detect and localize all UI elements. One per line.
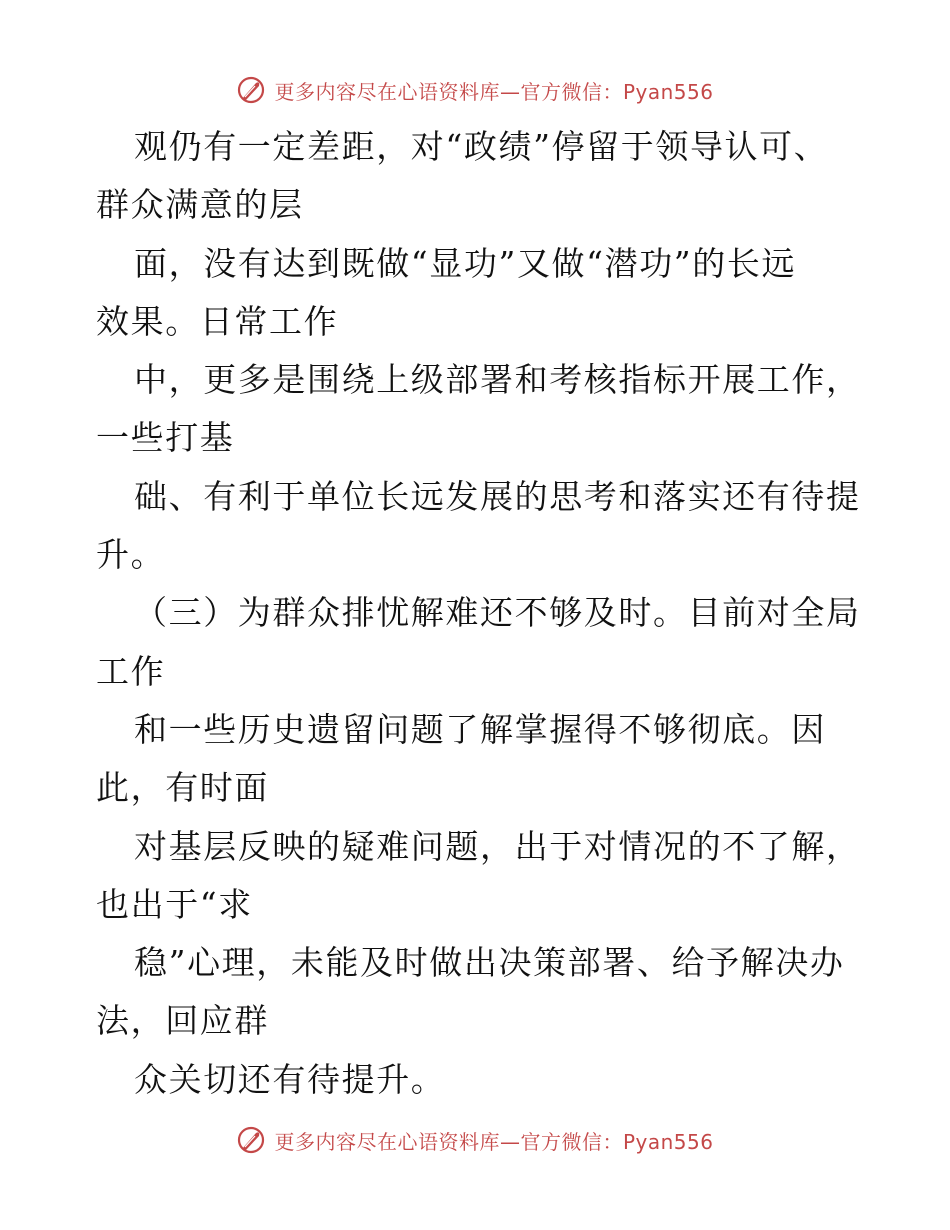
document-body [96,118,866,1109]
document-line: 升。 [96,535,166,575]
document-line: 观仍有一定差距，对“政绩”停留于领导认可、 [134,127,829,166]
document-line: 群众满意的层 [96,185,304,225]
document-line: 法，回应群 [96,1001,269,1041]
header-watermark-banner [0,70,950,110]
document-line: 效果。日常工作 [96,301,339,341]
footer-watermark-banner [0,1120,950,1160]
document-line: 稳”心理，未能及时做出决策部署、给予解决办 [134,943,845,983]
document-line: 众关切还有待提升。 [134,1059,446,1099]
quill-circle-logo-icon [236,75,266,105]
document-line: 工作 [96,651,166,691]
document-line: 此，有时面 [96,768,269,808]
document-line: 一些打基 [96,418,235,458]
document-line: 对基层反映的疑难问题，出于对情况的不了解， [134,826,861,866]
document-line: 面，没有达到既做“显功”又做“潜功”的长远 [134,243,797,283]
footer-banner-text: 更多内容尽在心语资料库—官方微信：Pyan556 [274,1129,714,1154]
document-line: 中，更多是围绕上级部署和考核指标开展工作， [134,360,861,400]
document-line: （三）为群众排忧解难还不够及时。目前对全局 [134,593,861,633]
quill-circle-logo-icon [236,1125,266,1155]
header-banner-text: 更多内容尽在心语资料库—官方微信：Pyan556 [274,79,714,104]
document-line: 也出于“求 [96,884,253,924]
document-line: 和一些历史遗留问题了解掌握得不够彻底。因 [134,709,826,749]
document-line: 础、有利于单位长远发展的思考和落实还有待提 [134,476,861,516]
